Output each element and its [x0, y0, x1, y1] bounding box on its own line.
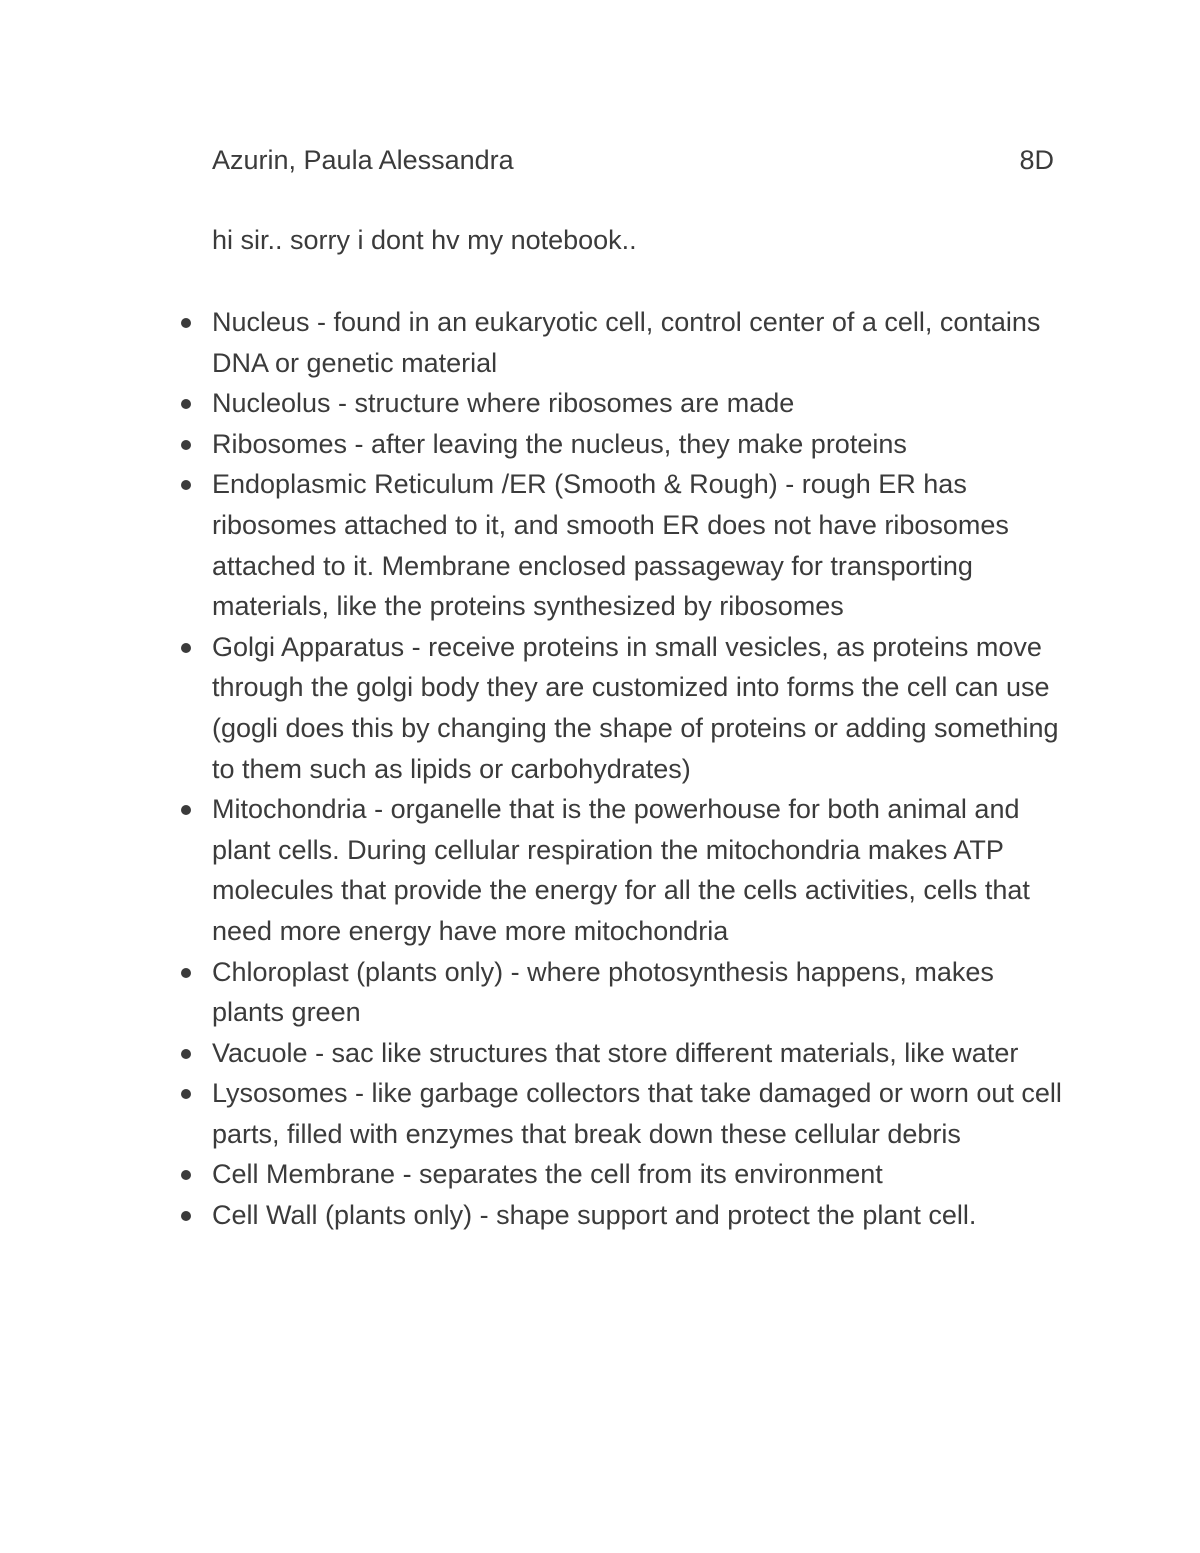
list-item-text: Vacuole - sac like structures that store different materials, like water [212, 1037, 1019, 1068]
list-item-nucleolus [172, 383, 1072, 424]
bullet-icon [181, 805, 191, 815]
list-item-chloroplast [172, 952, 1072, 1033]
note-line: hi sir.. sorry i dont hv my notebook.. [212, 225, 637, 255]
list-item-lysosomes [172, 1073, 1072, 1154]
bullet-icon [181, 399, 191, 409]
bullet-icon [181, 1170, 191, 1180]
list-item-cell-wall [172, 1195, 1072, 1236]
list-item-vacuole [172, 1033, 1072, 1074]
list-item-text: Nucleus - found in an eukaryotic cell, control center of a cell, contains DNA or genetic material [212, 307, 1041, 378]
bullet-icon [181, 318, 191, 328]
list-item-text: Cell Membrane - separates the cell from its environment [212, 1159, 883, 1190]
list-item-endoplasmic-reticulum [172, 464, 1072, 626]
organelle-list [172, 302, 1072, 1236]
bullet-icon [181, 643, 191, 653]
list-item-text: Golgi Apparatus - receive proteins in small vesicles, as proteins move through the golgi body they are customized into forms the cell can use (gogli does this by changing the shape of proteins or adding something to them such as lipids or carbohydrates) [212, 631, 1059, 784]
list-item-text: Endoplasmic Reticulum /ER (Smooth & Rough) - rough ER has ribosomes attached to it, and smooth ER does not have ribosomes attached to it. Membrane enclosed passageway for transporting materials, like the proteins synthesized by ribosomes [212, 469, 1009, 622]
list-item-text: Lysosomes - like garbage collectors that take damaged or worn out cell parts, filled with enzymes that break down these cellular debris [212, 1078, 1062, 1149]
list-item-nucleus [172, 302, 1072, 383]
class-section: 8D [1019, 145, 1054, 175]
bullet-icon [181, 1049, 191, 1059]
bullet-icon [181, 968, 191, 978]
list-item-ribosomes [172, 424, 1072, 465]
list-item-text: Cell Wall (plants only) - shape support and protect the plant cell. [212, 1200, 977, 1231]
bullet-icon [181, 1089, 191, 1099]
bullet-icon [181, 1211, 191, 1221]
bullet-icon [181, 440, 191, 450]
bullet-icon [181, 480, 191, 490]
list-item-golgi-apparatus [172, 627, 1072, 789]
list-item-text: Nucleolus - structure where ribosomes are made [212, 388, 795, 419]
document-header [212, 140, 1054, 180]
list-item-text: Chloroplast (plants only) - where photosynthesis happens, makes plants green [212, 956, 994, 1028]
student-name: Azurin, Paula Alessandra [212, 145, 514, 175]
list-item-mitochondria [172, 789, 1072, 951]
list-item-text: Ribosomes - after leaving the nucleus, they make proteins [212, 428, 907, 459]
list-item-cell-membrane [172, 1154, 1072, 1195]
list-item-text: Mitochondria - organelle that is the powerhouse for both animal and plant cells. During cellular respiration the mitochondria makes ATP molecules that provide the energy for all the cells activities, cells that need more energy have more mitochondria [212, 794, 1030, 946]
